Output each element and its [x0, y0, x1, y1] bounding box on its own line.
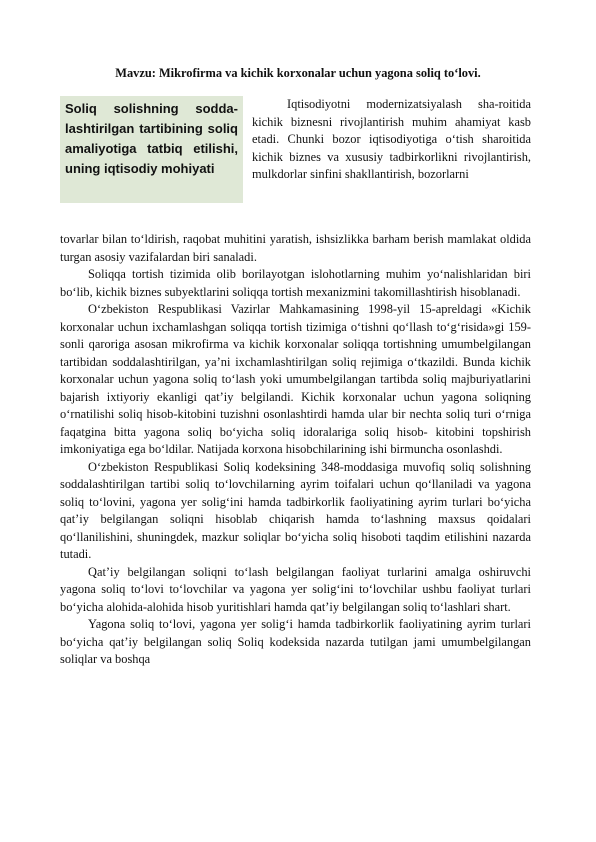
paragraph: Soliqqa tortish tizimida olib borilayotgan islohotlarning muhim yo‘nalishlaridan biri bo‘lib, kichik biznes subyektlarini soliqqa tortish mexanizmini takomillashtirish hisoblanadi. [60, 267, 531, 299]
intro-paragraph: Iqtisodiyotni modernizatsiyalash sha-roitida kichik biznesni rivojlantirish muhim ahamiyat kasb etadi. Chunki bozor iqtisodiyotiga o‘tish sharoitida kichik biznes va xususiy tadbirkorlikni rivojlantirish, mulkdorlar sinfini shakllantirish, bozorlarni [252, 97, 531, 181]
sidebar-topic-box: Soliq solishning sodda-lashtirilgan tartibining soliq amaliyotiga tatbiq etilishi, uning iqtisodiy mohiyati [60, 96, 243, 203]
paragraph: Yagona soliq to‘lovi, yagona yer solig‘i hamda tadbirkorlik faoliyatining ayrim turlari bo‘yicha qat’iy belgilangan soliq Soliq kodeksida nazarda tutilgan jami umumbelgilangan soliqlar va boshqa [60, 617, 531, 666]
paragraph: Qat’iy belgilangan soliqni to‘lash belgilangan faoliyat turlarini amalga oshiruvchi yagona soliq to‘lovi to‘lovchilar va yagona yer solig‘ini to‘lovchilar ushbu faoliyat turlari bo‘yicha alohida-alohida hisob yuritishlari hamda qat’iy belgilangan soliq to‘lashlari shart. [60, 564, 531, 614]
paragraph: O‘zbekiston Respublikasi Soliq kodeksining 348-moddasiga muvofiq soliq solishning soddalashtirilgan tartibi soliq to‘lovchilarning ayrim toifalari uchun qo‘llaniladi va yagona soliq to‘lovini, yagona yer solig‘ini hamda tadbirkorlik faoliyatining ayrim turlari bo‘yicha qat’iy belgilangan soliqni hisoblab chiqarish hamda to‘lashning maxsus qoidalari qo‘llanilishini, shuningdek, mazkur soliqlar bo‘yicha soliq hisoboti taqdim etilishini nazarda tutadi. [60, 459, 531, 561]
paragraph: tovarlar bilan to‘ldirish, raqobat muhitini yaratish, ishsizlikka barham berish mamlakat oldida turgan asosiy vazifalardan biri sanaladi. [60, 232, 531, 264]
document-title: Mavzu: Mikrofirma va kichik korxonalar uchun yagona soliq to‘lovi. [115, 66, 481, 80]
paragraph: O‘zbekiston Respublikasi Vazirlar Mahkamasining 1998-yil 15-apreldagi «Kichik korxonalar uchun ixchamlashgan soliqqa tortish tizimiga o‘tishni qo‘llash to‘g‘risida»gi 159-sonli qaroriga asosan mikrofirma va kichik korxonalar soliqqa tortishning umumbelgilangan tartibidan soddalashtirilgan, ya’ni ixchamlashtirilgan soliq rejimiga o‘tkazildi. Bunda kichik korxonalar uchun yagona soliq to‘lash yoki umumbelgilangan tartibda soliq majburiyatlarini bajarish ixtiyoriy ekanligi qat’iy belgilandi. Kichik korxonalar uchun yagona soliqning o‘rnatilishi soliq hisob-kitobini tuzishni osonlashtirdi hamda ular bir nechta soliq turi o‘rniga faqatgina bitta yagona soliq bo‘yicha soliq idoralariga soliq hisob- kitobini topshirish imkoniyatiga ega bo‘ldilar. Natijada korxona hisobchilarining ishi birmuncha osonlashdi. [60, 302, 531, 456]
document-body [60, 231, 531, 669]
